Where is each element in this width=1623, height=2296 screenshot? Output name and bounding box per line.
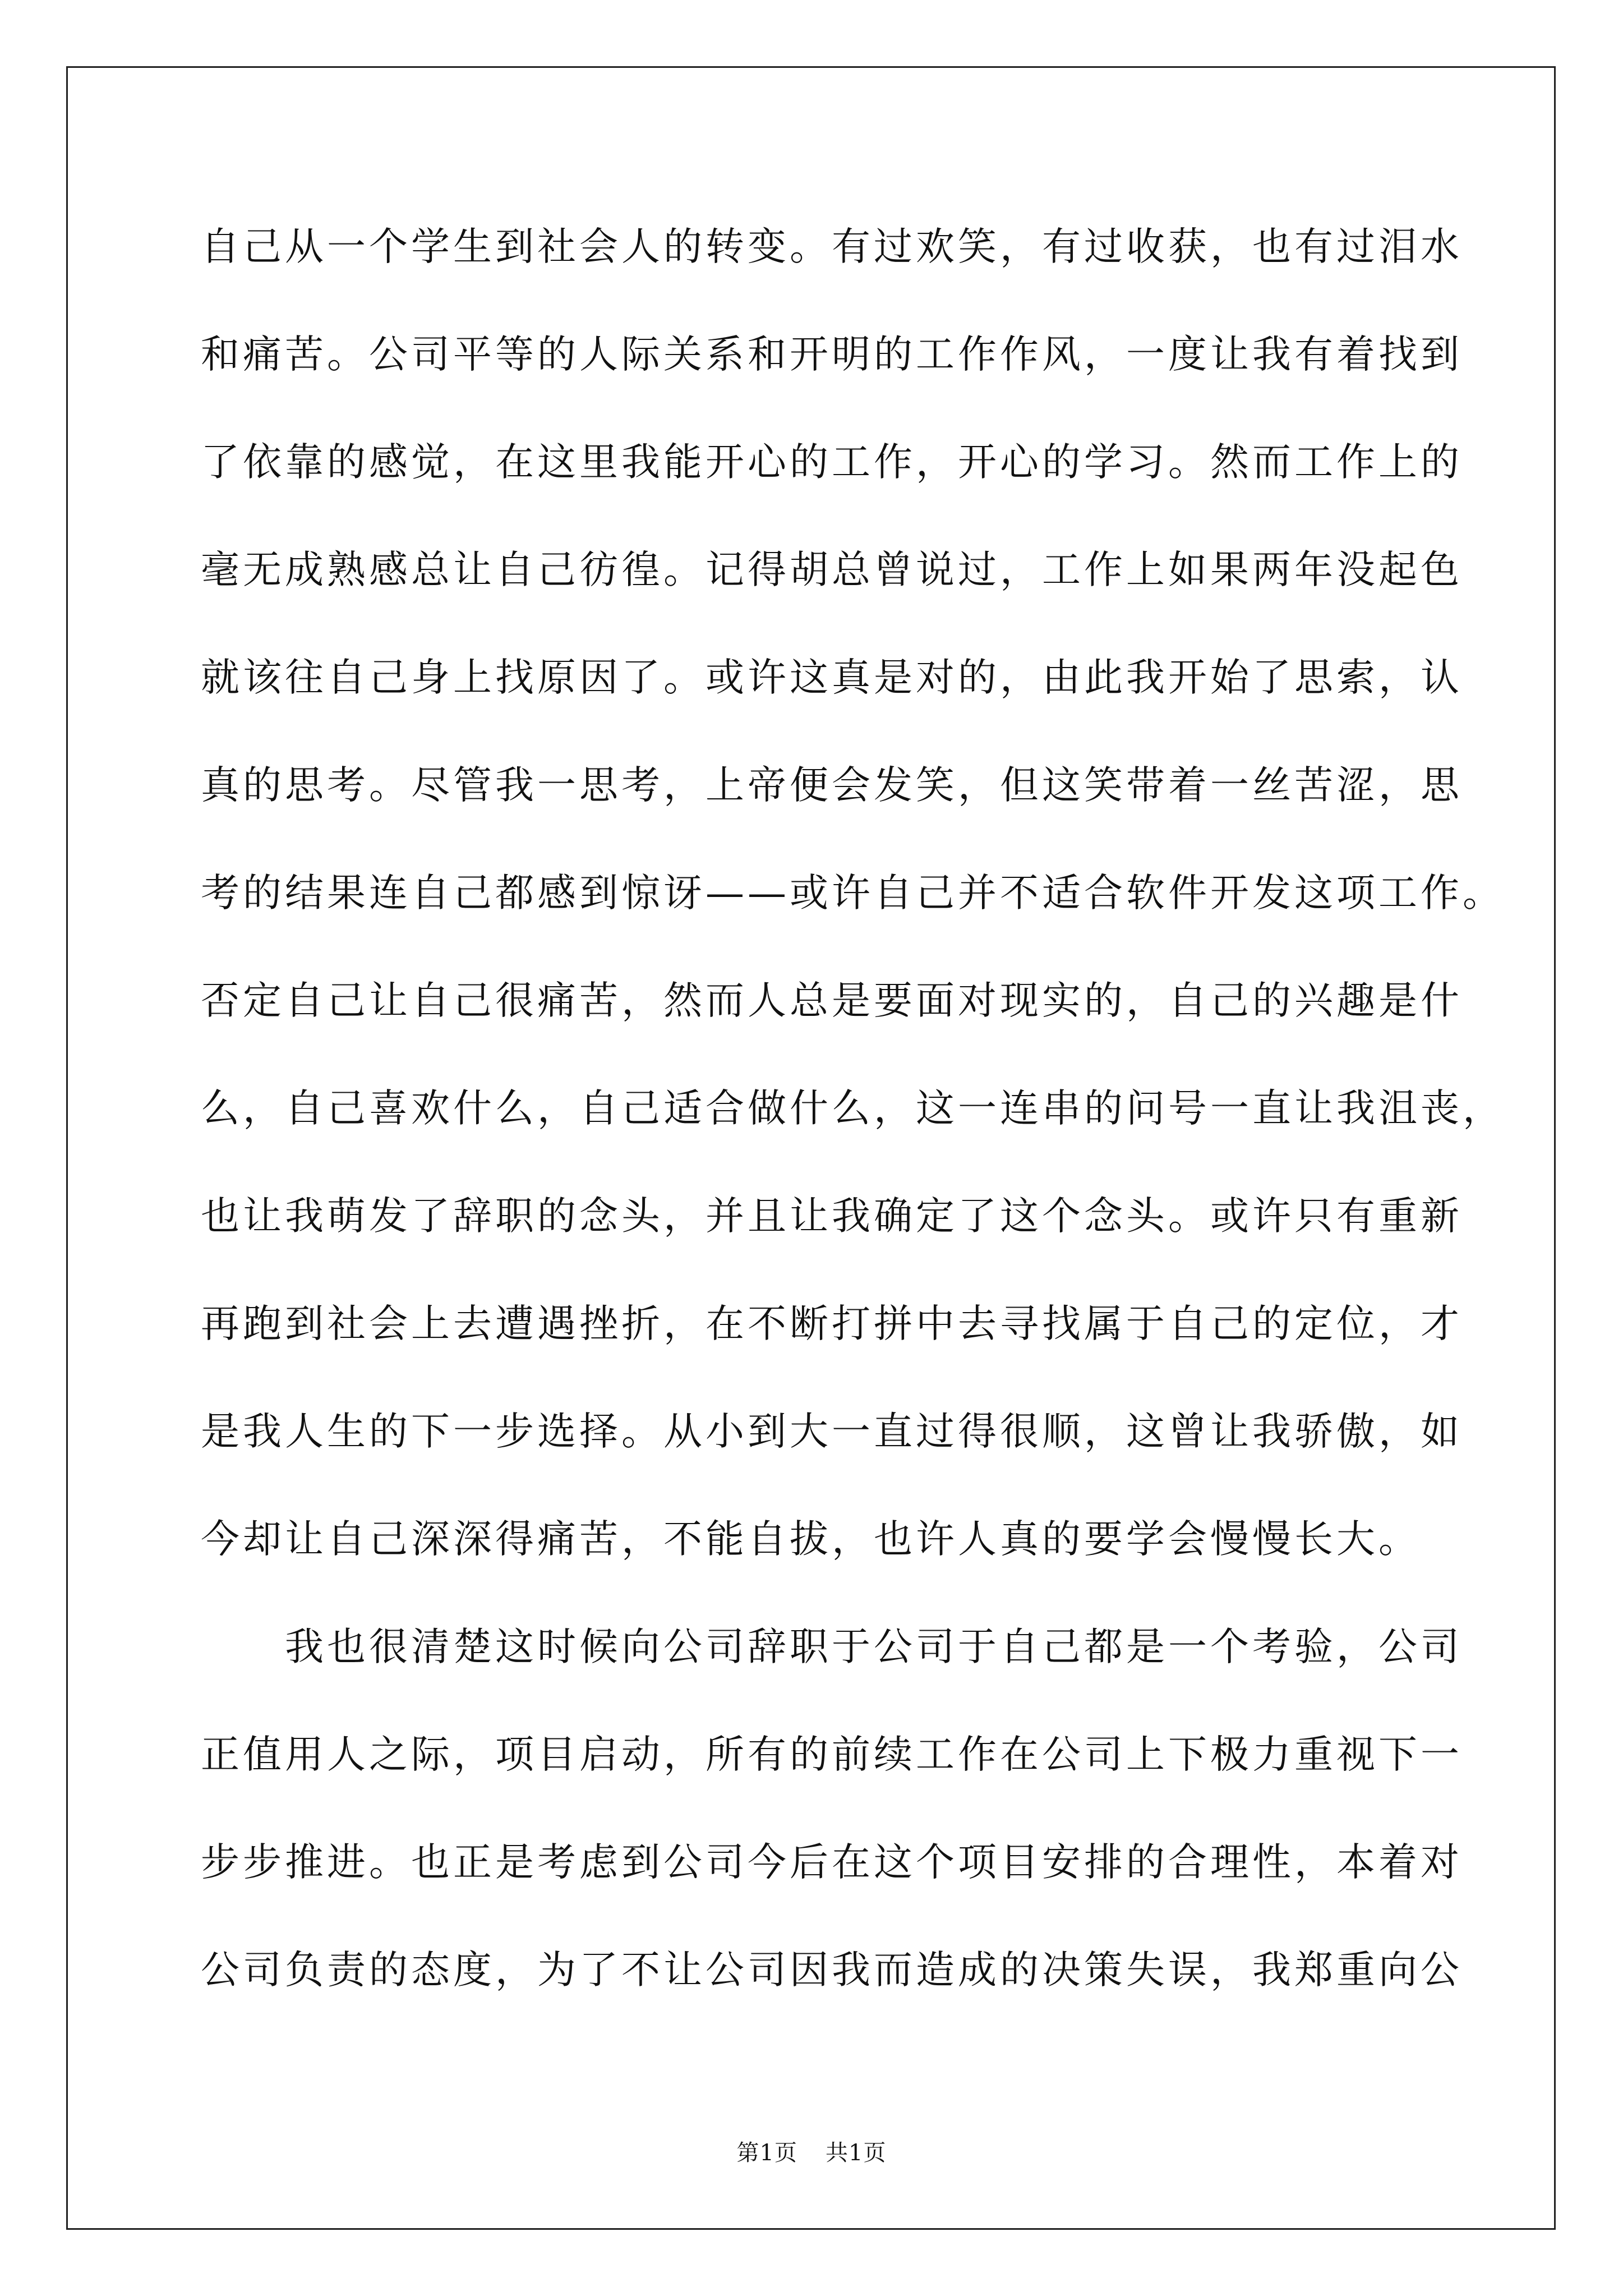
text-line: 正值用人之际，项目启动，所有的前续工作在公司上下极力重视下一 <box>201 1732 1463 1777</box>
text-line: 自己从一个学生到社会人的转变。有过欢笑，有过收获，也有过泪水 <box>201 224 1463 269</box>
page-footer <box>0 2136 1623 2170</box>
text-line: 真的思考。尽管我一思考，上帝便会发笑，但这笑带着一丝苦涩，思 <box>201 763 1463 808</box>
text-line: 就该往自己身上找原因了。或许这真是对的，由此我开始了思索，认 <box>201 655 1463 700</box>
text-line: 是我人生的下一步选择。从小到大一直过得很顺，这曾让我骄傲，如 <box>201 1409 1463 1454</box>
text-line: 考的结果连自己都感到惊讶——或许自己并不适合软件开发这项工作。 <box>201 871 1505 915</box>
paragraph-start-line: 我也很清楚这时候向公司辞职于公司于自己都是一个考验，公司 <box>285 1625 1463 1669</box>
page-total: 共1页 <box>826 2140 887 2166</box>
text-line: 再跑到社会上去遭遇挫折，在不断打拼中去寻找属于自己的定位，才 <box>201 1301 1463 1346</box>
text-line: 了依靠的感觉，在这里我能开心的工作，开心的学习。然而工作上的 <box>201 440 1463 485</box>
text-line: 么，自己喜欢什么，自己适合做什么，这一连串的问号一直让我沮丧， <box>201 1086 1505 1131</box>
text-line: 否定自己让自己很痛苦，然而人总是要面对现实的，自己的兴趣是什 <box>201 978 1463 1023</box>
text-line: 毫无成熟感总让自己彷徨。记得胡总曾说过，工作上如果两年没起色 <box>201 547 1463 592</box>
text-line: 步步推进。也正是考虑到公司今后在这个项目安排的合理性，本着对 <box>201 1840 1463 1885</box>
page-number: 第1页 <box>736 2140 797 2166</box>
text-line: 今却让自己深深得痛苦，不能自拔，也许人真的要学会慢慢长大。 <box>201 1517 1421 1562</box>
document-body <box>201 216 1505 2047</box>
text-line: 公司负责的态度，为了不让公司因我而造成的决策失误，我郑重向公 <box>201 1948 1463 1993</box>
text-line: 也让我萌发了辞职的念头，并且让我确定了这个念头。或许只有重新 <box>201 1194 1463 1239</box>
text-line: 和痛苦。公司平等的人际关系和开明的工作作风，一度让我有着找到 <box>201 332 1463 377</box>
